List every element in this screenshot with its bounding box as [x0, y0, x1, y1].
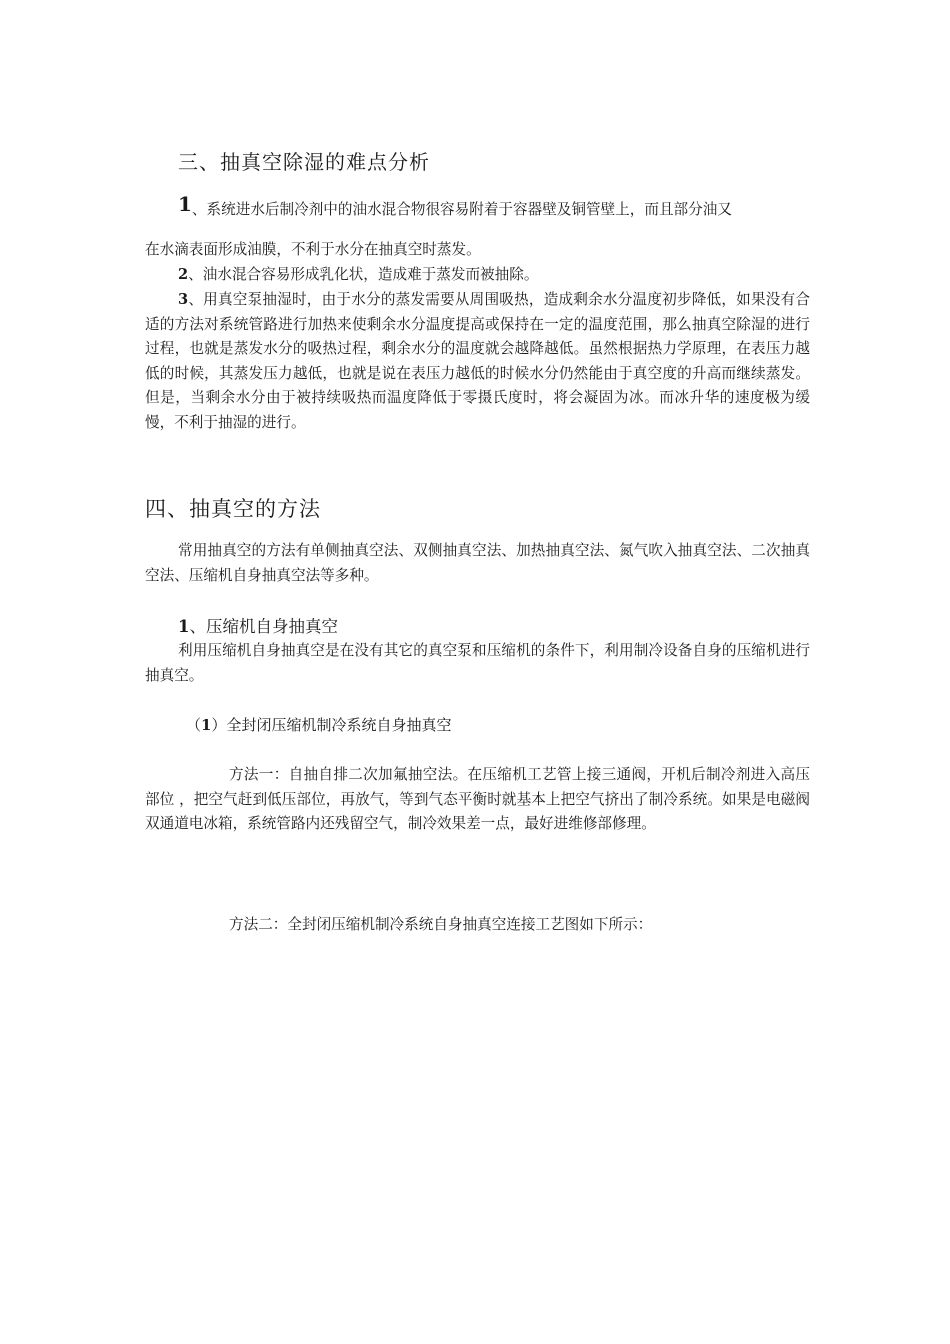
item1-line1: 系统进水后制冷剂中的油水混合物很容易附着于容器壁及铜管壁上，而且部分油又: [206, 201, 732, 218]
subsection-1-title: [178, 613, 338, 637]
section3-item1-cont: 在水滴表面形成油膜，不利于水分在抽真空时蒸发。: [145, 241, 481, 258]
method-two-paragraph: 方法二：全封闭压缩机制冷系统自身抽真空连接工艺图如下所示：: [229, 916, 653, 933]
item2-number: 2: [178, 266, 189, 283]
subsub1-open: （: [186, 716, 202, 734]
sub1-title-text: 、压缩机自身抽真空: [189, 617, 338, 636]
subsub1-number: 1: [201, 716, 212, 734]
item3-number: 3: [178, 291, 189, 308]
subsubsection-1-title: [186, 714, 451, 735]
item1-number: 1: [178, 192, 192, 216]
item2-text: 、油水混合容易形成乳化状，造成难于蒸发而被抽除。: [188, 266, 539, 283]
method-one-paragraph: 方法一：自抽自排二次加氟抽空法。在压缩机工艺管上接三通阀，开机后制冷剂进入高压部位 ，把空气赶到低压部位，再放气，等到气态平衡时就基本上把空气挤出了制冷系统。如果是电磁阀双通道电冰箱，系统管路内还残留空气，制冷效果差一点，最好进维修部修理。: [145, 766, 810, 832]
section3-title: 三、抽真空除湿的难点分析: [178, 150, 430, 174]
subsection-1-body: 利用压缩机自身抽真空是在没有其它的真空泵和压缩机的条件下，利用制冷设备自身的压缩机进行抽真空。: [145, 642, 810, 684]
section3-item2: [145, 263, 810, 288]
item1-sep: 、: [191, 201, 207, 218]
section3-item3: [145, 288, 810, 435]
section4-intro: 常用抽真空的方法有单侧抽真空法、双侧抽真空法、加热抽真空法、氮气吹入抽真空法、二次抽真空法、压缩机自身抽真空法等多种。: [145, 542, 810, 584]
subsub1-title-text: 全封闭压缩机制冷系统自身抽真空: [226, 716, 452, 734]
sub1-number: 1: [178, 617, 190, 636]
item3-text: 、用真空泵抽湿时，由于水分的蒸发需要从周围吸热，造成剩余水分温度初步降低，如果没有合适的方法对系统管路进行加热来使剩余水分温度提高或保持在一定的温度范围，那么抽真空除湿的进行过程，也就是蒸发水分的吸热过程，剩余水分的温度就会越降越低。虽然根据热力学原理，在表压力越低的时候，其蒸发压力越低，也就是说在表压力越低的时候水分仍然能由于真空度的升高而继续蒸发。但是，当剩余水分由于被持续吸热而温度降低于零摄氏度时，将会凝固为冰。而冰升华的速度极为缓慢，不利于抽湿的进行。: [145, 291, 810, 431]
section3-item1: [145, 192, 810, 223]
subsub1-close: ）: [211, 716, 227, 734]
section4-title: 四、抽真空的方法: [145, 497, 321, 521]
